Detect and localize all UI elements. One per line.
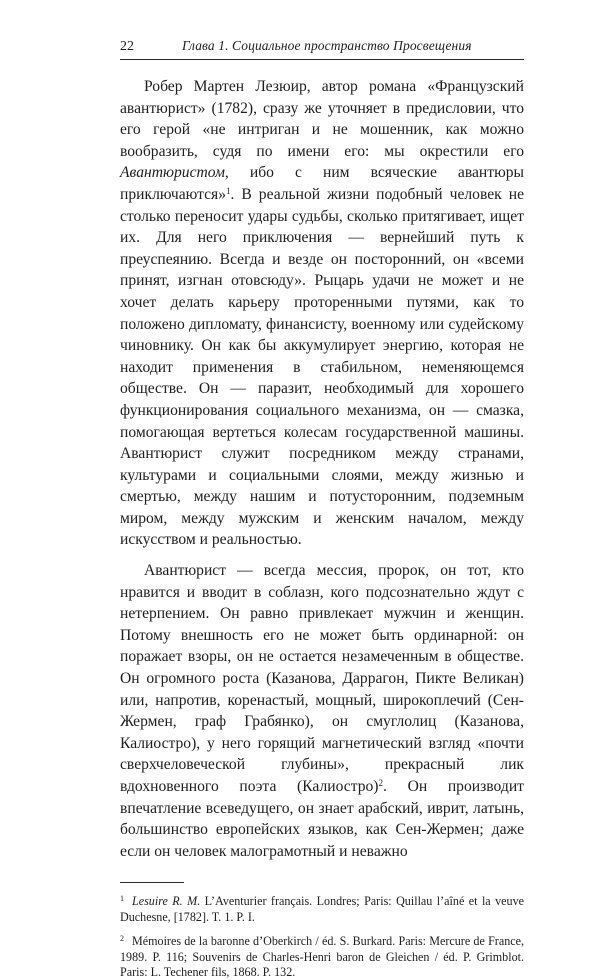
footnote-divider bbox=[120, 882, 184, 883]
footnotes bbox=[120, 891, 524, 980]
paragraph-1 bbox=[120, 76, 524, 551]
footnote-1 bbox=[120, 891, 524, 925]
footnote-ref-1[interactable]: 1 bbox=[226, 185, 231, 196]
paragraph-2-text: Авантюрист — всегда мессия, пророк, он тот, кто нравится и вводит в соблазн, кого подсознательно ждут с нетерпением. Он равно привлекает мужчин и женщин. Потому внешность его не может быть ординарной: он поражает взоры, он не остается незамеченным в обществе. Он огромного роста (Казанова, Даррагон, Пикте Великан) или, напротив, коренастый, мощный, широкоплечий (Сен-Жермен, граф Грабянко), он смуглолиц (Казанова, Калиостро), у него горящий магнетический взгляд «почти сверхчеловеческой глубины», прекрасный лик вдохновенного поэта (Калиостро) bbox=[120, 562, 524, 795]
running-header bbox=[120, 38, 524, 60]
footnote-1-mark: 1 bbox=[120, 894, 124, 904]
paragraph-1-rest: . В реальной жизни подобный человек не столько переносит удары судьбы, сколько притягивает, ищет их. Для него приключения — вернейший путь к преуспеянию. Всегда и везде он посторонний, он «всеми принят, изгнан отовсюду». Рыцарь удачи не может и не хочет делать карьеру проторенными путями, как то положено дипломату, финансисту, военному или судейскому чиновнику. Он как бы аккумулирует энергию, которая не находит применения в стабильном, неменяющемся обществе. Он — паразит, необходимый для хорошего функционирования социального механизма, он — смазка, помогающая вертеться колесам государственной машины. Авантюрист служит посредником между странами, культурами и социальными слоями, между жизнью и смертью, между нашим и потусторонним, подземным миром, между мужским и женским началом, между искусством и реальностью. bbox=[120, 185, 524, 549]
paragraph-1-text-cont: , ибо с ним всяческие авантюры приключаются» bbox=[120, 164, 524, 203]
paragraph-1-text: Робер Мартен Лезюир, автор романа «Французский авантюрист» (1782), сразу же уточняет в предисловии, что его герой «не интриган и не мошенник, как можно вообразить, судя по имени его: мы окрестили его bbox=[120, 78, 524, 160]
footnote-2-text: Mémoires de la baronne d’Oberkirch / éd. S. Burkard. Paris: Mercure de France, 1989. P. 116; Souvenirs de Charles-Henri baron de Gleichen / éd. P. Grimblot. Paris: L. Techener fils, 1868. P. 132. bbox=[120, 934, 524, 979]
footnote-1-text: L’Aventurier français. Londres; Paris: Quillau l’aîné et la veuve Duchesne, [1782]. T. 1. P. I. bbox=[120, 894, 524, 924]
body-text bbox=[120, 76, 524, 862]
footnote-2 bbox=[120, 931, 524, 980]
footnote-ref-2[interactable]: 2 bbox=[378, 778, 383, 788]
footnote-1-author: Lesuire R. M. bbox=[132, 894, 201, 909]
running-title: Глава 1. Социальное пространство Просвещения bbox=[182, 38, 472, 53]
paragraph-2-rest: . Он производит впечатление всеведущего, он знает арабский, иврит, латынь, большинство европейских языков, как Сен-Жермен; даже если он человек малограмотный и неважно bbox=[120, 778, 524, 860]
paragraph-1-italic: Авантюристом bbox=[120, 164, 225, 182]
page-number: 22 bbox=[120, 39, 134, 54]
footnote-2-mark: 2 bbox=[120, 934, 124, 944]
paragraph-2 bbox=[120, 560, 524, 862]
